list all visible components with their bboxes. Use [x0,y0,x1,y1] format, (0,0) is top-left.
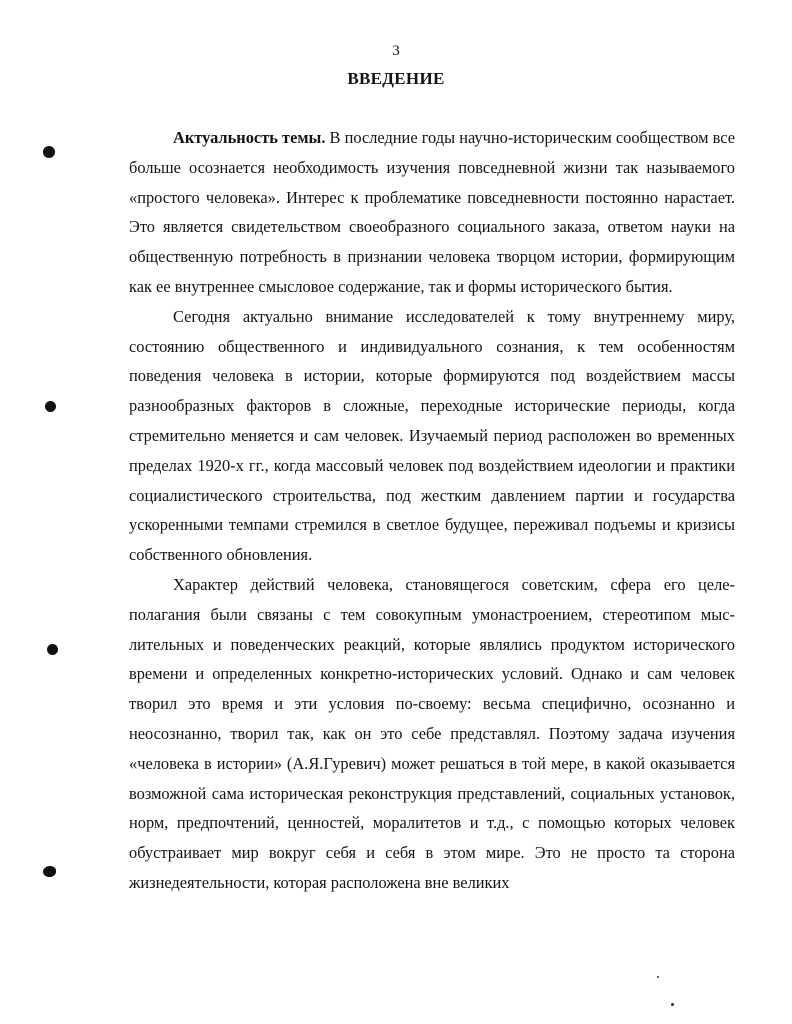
page-number: 3 [392,43,400,59]
punch-hole-mark [47,644,58,655]
punch-hole-mark [43,866,56,877]
scan-speck [671,1003,674,1006]
paragraph-text: Характер действий человека, становящегося советским, сфера его целеполагания были связаны с тем совокупным умонастроением, стереотипом мыслительных и поведенческих реакций, которые являлись продуктом исторического времени и определенных конкретно-исторических условий. Однако и сам человек творил это время и эти условия по-своему: весьма специфично, осознанно и неосознанно, творил так, как он это себе представлял. Поэтому задача изучения «человека в истории» (А.Я.Гуревич) может решаться в той мере, в какой оказывается возможной сама историческая реконструкция представлений, социальных установок, норм, предпочтений, ценностей, моралитетов и т.д., с помощью которых человек обустраивает мир вокруг себя и себя в этом мире. Это не просто та сторона жизнедеятельности, которая расположена вне великих [129,574,735,892]
scan-speck [657,976,659,978]
body-text [129,123,735,898]
paragraph-text: В последние годы научно-историческим сообществом все больше осознается необходимость изучения повседневной жизни так называемого «простого человека». Интерес к проблематике повседневности постоянно нарастает. Это является свидетельством своеобразного социального заказа, ответом науки на общественную потребность в признании человека творцом истории, формирующим как ее внутреннее смысловое содержание, так и формы исторического бытия. [129,128,735,296]
paragraph-1 [129,123,735,302]
paragraph-2 [129,302,735,570]
punch-hole-mark [43,146,55,158]
paragraph-3 [129,570,735,898]
punch-hole-mark [45,401,56,412]
paragraph-lead: Актуальность темы. [173,128,326,147]
paragraph-text: Сегодня актуально внимание исследователей к тому внутреннему миру, состоянию общественного и индивидуального сознания, к тем особенностям поведения человека в истории, которые формируются под воздействием массы разнообразных факторов в сложные, переходные исторические периоды, когда стремительно меняется и сам человек. Изучаемый период расположен во временных пределах 1920-х гг., когда массовый человек под воздействием идеологии и практики социалистического строительства, под жестким давлением партии и государства ускоренными темпами стремился в светлое будущее, переживал подъемы и кризисы собственного обновления. [129,306,735,565]
page-title: ВВЕДЕНИЕ [347,69,445,88]
